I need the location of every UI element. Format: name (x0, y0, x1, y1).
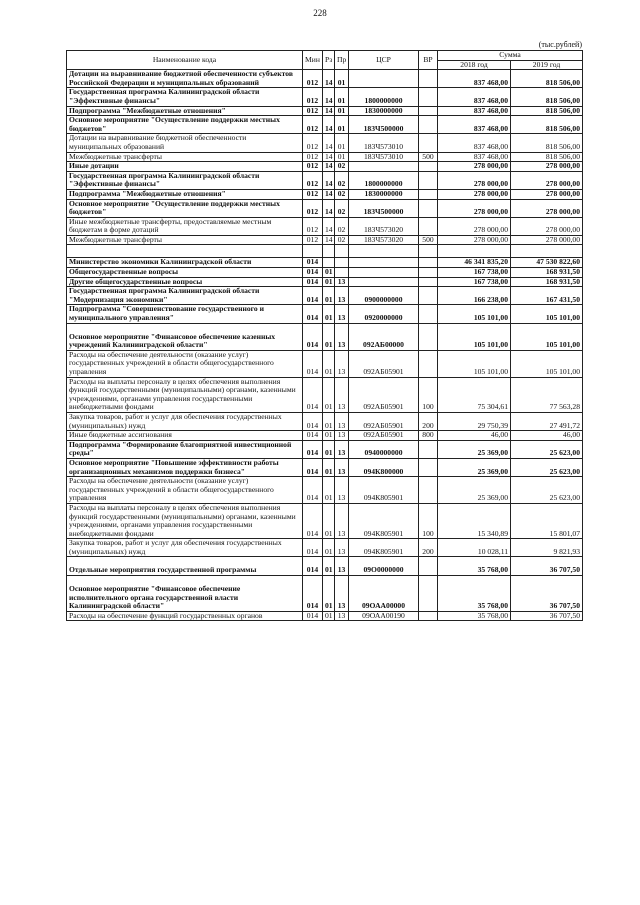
cell-pr: 13 (335, 611, 349, 621)
cell-csr (349, 70, 419, 88)
cell-pr: 13 (335, 576, 349, 612)
cell-name: Подпрограмма "Межбюджетные отношения" (67, 189, 303, 199)
cell-y2018: 278 000,00 (438, 162, 511, 172)
cell-y2018: 837 468,00 (438, 134, 511, 152)
cell-pr: 02 (335, 171, 349, 189)
cell-name: Государственная программа Калининградской области "Модернизация экономики" (67, 287, 303, 305)
cell-csr: 09О0000000 (349, 557, 419, 576)
cell-name: Основное мероприятие "Финансовое обеспечение исполнительного органа государственной власти Калининградской области" (67, 576, 303, 612)
budget-table (66, 50, 583, 621)
table-row (67, 539, 583, 557)
cell-vr (419, 277, 438, 287)
cell-pr: 02 (335, 217, 349, 235)
cell-pr: 13 (335, 323, 349, 350)
cell-name: Государственная программа Калининградской области "Эффективные финансы" (67, 88, 303, 106)
cell-vr (419, 245, 438, 258)
table-row (67, 576, 583, 612)
cell-min (303, 245, 323, 258)
cell-csr: 183Ч573010 (349, 134, 419, 152)
cell-min: 012 (303, 70, 323, 88)
table-row (67, 116, 583, 134)
cell-name: Расходы на выплаты персоналу в целях обеспечения выполнения функций государственными (муниципальными) органами, казенными учреждениями, органами управления государственными внебюджетными фондами (67, 377, 303, 412)
cell-name (67, 245, 303, 258)
cell-name: Другие общегосударственные вопросы (67, 277, 303, 287)
cell-csr (349, 258, 419, 268)
cell-csr: 1800000000 (349, 88, 419, 106)
cell-y2018: 105 101,00 (438, 350, 511, 377)
cell-pr: 01 (335, 88, 349, 106)
cell-min: 014 (303, 477, 323, 504)
cell-rz: 01 (323, 539, 335, 557)
cell-y2019: 36 707,50 (511, 557, 583, 576)
cell-pr: 01 (335, 134, 349, 152)
cell-y2018: 167 738,00 (438, 277, 511, 287)
table-row (67, 557, 583, 576)
table-row (67, 458, 583, 476)
table-row (67, 277, 583, 287)
cell-name: Подпрограмма "Межбюджетные отношения" (67, 106, 303, 116)
cell-pr: 02 (335, 162, 349, 172)
cell-min: 014 (303, 287, 323, 305)
cell-vr (419, 189, 438, 199)
cell-y2018: 46,00 (438, 431, 511, 441)
cell-rz: 01 (323, 377, 335, 412)
cell-y2018: 167 738,00 (438, 268, 511, 278)
cell-pr: 13 (335, 350, 349, 377)
table-row (67, 305, 583, 323)
cell-csr: 0900000000 (349, 287, 419, 305)
cell-y2018: 25 369,00 (438, 458, 511, 476)
cell-pr (335, 245, 349, 258)
cell-pr: 01 (335, 70, 349, 88)
cell-name: Министерство экономики Калининградской области (67, 258, 303, 268)
cell-y2019: 15 801,07 (511, 503, 583, 538)
cell-y2018: 278 000,00 (438, 199, 511, 217)
cell-name: Межбюджетные трансферты (67, 152, 303, 162)
cell-y2018: 837 468,00 (438, 106, 511, 116)
cell-rz: 01 (323, 350, 335, 377)
cell-min: 014 (303, 503, 323, 538)
cell-name: Общегосударственные вопросы (67, 268, 303, 278)
cell-vr (419, 88, 438, 106)
cell-vr (419, 287, 438, 305)
cell-csr: 183Ч500000 (349, 116, 419, 134)
table-row (67, 258, 583, 268)
cell-y2018: 10 028,11 (438, 539, 511, 557)
cell-vr (419, 477, 438, 504)
cell-y2019: 105 101,00 (511, 350, 583, 377)
cell-min: 014 (303, 458, 323, 476)
table-row (67, 199, 583, 217)
cell-y2019: 278 000,00 (511, 189, 583, 199)
cell-csr: 183Ч500000 (349, 199, 419, 217)
cell-pr: 13 (335, 539, 349, 557)
cell-name: Основное мероприятие "Финансовое обеспечение казенных учреждений Калининградской области" (67, 323, 303, 350)
cell-min: 014 (303, 412, 323, 430)
cell-y2018: 837 468,00 (438, 70, 511, 88)
cell-pr: 13 (335, 477, 349, 504)
cell-rz: 14 (323, 199, 335, 217)
table-row (67, 377, 583, 412)
cell-rz: 01 (323, 277, 335, 287)
cell-vr (419, 305, 438, 323)
table-row (67, 477, 583, 504)
cell-name: Расходы на обеспечение деятельности (оказание услуг) государственных учреждений в области общегосударственного управления (67, 350, 303, 377)
cell-csr (349, 277, 419, 287)
table-row (67, 106, 583, 116)
cell-min: 014 (303, 323, 323, 350)
cell-min: 014 (303, 557, 323, 576)
table-row (67, 350, 583, 377)
table-row (67, 412, 583, 430)
cell-y2019: 9 821,93 (511, 539, 583, 557)
cell-min: 014 (303, 305, 323, 323)
cell-pr: 13 (335, 458, 349, 476)
cell-min: 012 (303, 116, 323, 134)
header-csr: ЦСР (349, 51, 419, 70)
cell-name: Закупка товаров, работ и услуг для обеспечения государственных (муниципальных) нужд (67, 412, 303, 430)
cell-name: Закупка товаров, работ и услуг для обеспечения государственных (муниципальных) нужд (67, 539, 303, 557)
cell-csr (349, 245, 419, 258)
table-row (67, 431, 583, 441)
cell-rz: 01 (323, 305, 335, 323)
cell-csr (349, 162, 419, 172)
table-row (67, 287, 583, 305)
cell-pr: 02 (335, 235, 349, 245)
cell-pr (335, 268, 349, 278)
cell-rz: 01 (323, 503, 335, 538)
cell-rz: 14 (323, 162, 335, 172)
header-sum: Сумма (438, 51, 583, 61)
cell-csr: 183Ч573010 (349, 152, 419, 162)
header-name: Наименование кода (67, 51, 303, 70)
cell-y2019: 818 506,00 (511, 134, 583, 152)
header-2018: 2018 год (438, 60, 511, 70)
cell-name: Основное мероприятие "Осуществление поддержки местных бюджетов" (67, 199, 303, 217)
cell-min: 014 (303, 268, 323, 278)
cell-vr: 500 (419, 152, 438, 162)
cell-y2019: 25 623,00 (511, 440, 583, 458)
cell-pr: 13 (335, 412, 349, 430)
cell-rz: 14 (323, 189, 335, 199)
cell-vr: 100 (419, 503, 438, 538)
cell-rz: 01 (323, 440, 335, 458)
header-rz: Рз (323, 51, 335, 70)
cell-y2018: 25 369,00 (438, 477, 511, 504)
cell-rz: 14 (323, 106, 335, 116)
cell-rz: 14 (323, 217, 335, 235)
cell-vr (419, 162, 438, 172)
cell-vr (419, 323, 438, 350)
cell-min: 012 (303, 189, 323, 199)
cell-y2019: 818 506,00 (511, 88, 583, 106)
cell-csr: 1830000000 (349, 189, 419, 199)
cell-y2019: 36 707,50 (511, 576, 583, 612)
cell-pr: 01 (335, 116, 349, 134)
cell-min: 014 (303, 377, 323, 412)
cell-y2018: 35 768,00 (438, 576, 511, 612)
cell-rz: 14 (323, 171, 335, 189)
cell-vr (419, 199, 438, 217)
cell-pr: 01 (335, 106, 349, 116)
cell-y2018: 46 341 835,20 (438, 258, 511, 268)
cell-vr (419, 557, 438, 576)
table-row (67, 323, 583, 350)
page-number: 228 (313, 8, 327, 18)
cell-min: 014 (303, 539, 323, 557)
cell-csr: 094К805901 (349, 477, 419, 504)
table-row (67, 440, 583, 458)
cell-csr: 092АБ05901 (349, 377, 419, 412)
table-body (67, 70, 583, 621)
cell-vr (419, 350, 438, 377)
cell-y2019: 25 623,00 (511, 458, 583, 476)
cell-name: Дотации на выравнивание бюджетной обеспеченности муниципальных образований (67, 134, 303, 152)
table-row (67, 503, 583, 538)
cell-rz: 14 (323, 116, 335, 134)
cell-vr (419, 171, 438, 189)
cell-y2019: 818 506,00 (511, 70, 583, 88)
cell-min: 014 (303, 431, 323, 441)
cell-csr: 1800000000 (349, 171, 419, 189)
cell-y2019: 168 931,50 (511, 277, 583, 287)
cell-y2018: 166 238,00 (438, 287, 511, 305)
cell-y2019: 818 506,00 (511, 116, 583, 134)
cell-rz: 01 (323, 557, 335, 576)
cell-rz: 14 (323, 152, 335, 162)
cell-pr: 13 (335, 440, 349, 458)
cell-name: Дотации на выравнивание бюджетной обеспеченности субъектов Российской Федерации и муниципальных образований (67, 70, 303, 88)
cell-pr (335, 258, 349, 268)
cell-rz: 01 (323, 268, 335, 278)
cell-y2019: 168 931,50 (511, 268, 583, 278)
table-row (67, 152, 583, 162)
cell-vr: 800 (419, 431, 438, 441)
cell-vr: 200 (419, 539, 438, 557)
cell-name: Межбюджетные трансферты (67, 235, 303, 245)
header-2019: 2019 год (511, 60, 583, 70)
cell-csr: 094К800000 (349, 458, 419, 476)
cell-csr: 0920000000 (349, 305, 419, 323)
units-label: (тыс.рублей) (538, 40, 582, 49)
cell-y2018: 837 468,00 (438, 116, 511, 134)
cell-rz: 01 (323, 477, 335, 504)
cell-name: Расходы на обеспечение функций государственных органов (67, 611, 303, 621)
cell-min: 012 (303, 171, 323, 189)
table-row (67, 268, 583, 278)
cell-csr: 183Ч573020 (349, 217, 419, 235)
cell-vr: 500 (419, 235, 438, 245)
cell-name: Подпрограмма "Формирование благоприятной инвестиционной среды" (67, 440, 303, 458)
cell-y2019: 278 000,00 (511, 217, 583, 235)
cell-name: Иные бюджетные ассигнования (67, 431, 303, 441)
cell-csr (349, 268, 419, 278)
cell-min: 012 (303, 88, 323, 106)
table-row (67, 611, 583, 621)
cell-name: Иные межбюджетные трансферты, предоставляемые местным бюджетам в форме дотаций (67, 217, 303, 235)
cell-rz (323, 258, 335, 268)
cell-y2019: 278 000,00 (511, 162, 583, 172)
cell-rz: 01 (323, 576, 335, 612)
cell-vr (419, 611, 438, 621)
cell-y2018: 837 468,00 (438, 152, 511, 162)
cell-vr (419, 70, 438, 88)
cell-csr: 092АБ05901 (349, 412, 419, 430)
cell-vr (419, 106, 438, 116)
cell-min: 014 (303, 350, 323, 377)
cell-y2019: 278 000,00 (511, 171, 583, 189)
cell-y2018: 105 101,00 (438, 305, 511, 323)
table-row (67, 88, 583, 106)
cell-y2018: 278 000,00 (438, 189, 511, 199)
cell-vr (419, 458, 438, 476)
cell-csr: 094К805901 (349, 503, 419, 538)
cell-pr: 02 (335, 199, 349, 217)
cell-y2019: 46,00 (511, 431, 583, 441)
cell-rz: 14 (323, 235, 335, 245)
cell-y2019: 105 101,00 (511, 305, 583, 323)
cell-y2018: 837 468,00 (438, 88, 511, 106)
cell-y2018: 278 000,00 (438, 235, 511, 245)
cell-min: 012 (303, 217, 323, 235)
header-pr: Пр (335, 51, 349, 70)
cell-csr: 0940000000 (349, 440, 419, 458)
cell-vr (419, 258, 438, 268)
cell-pr: 13 (335, 377, 349, 412)
cell-y2018: 29 750,39 (438, 412, 511, 430)
cell-min: 014 (303, 576, 323, 612)
cell-rz: 14 (323, 134, 335, 152)
cell-csr: 09ОАА00000 (349, 576, 419, 612)
table-row (67, 189, 583, 199)
cell-name: Основное мероприятие "Повышение эффективности работы организационных механизмов поддержки бизнеса" (67, 458, 303, 476)
cell-y2018: 15 340,89 (438, 503, 511, 538)
cell-csr: 1830000000 (349, 106, 419, 116)
cell-name: Иные дотации (67, 162, 303, 172)
cell-min: 014 (303, 258, 323, 268)
cell-rz: 01 (323, 412, 335, 430)
cell-vr: 100 (419, 377, 438, 412)
cell-y2019: 278 000,00 (511, 199, 583, 217)
cell-y2018: 25 369,00 (438, 440, 511, 458)
cell-min: 014 (303, 277, 323, 287)
cell-min: 014 (303, 440, 323, 458)
cell-min: 012 (303, 106, 323, 116)
cell-pr: 01 (335, 152, 349, 162)
table-row (67, 245, 583, 258)
cell-vr (419, 217, 438, 235)
cell-csr: 092АБ00000 (349, 323, 419, 350)
cell-csr: 092АБ05901 (349, 431, 419, 441)
cell-pr: 13 (335, 277, 349, 287)
cell-min: 014 (303, 611, 323, 621)
cell-name: Основное мероприятие "Осуществление поддержки местных бюджетов" (67, 116, 303, 134)
cell-y2019: 27 491,72 (511, 412, 583, 430)
table-row (67, 217, 583, 235)
cell-min: 012 (303, 134, 323, 152)
table-row (67, 134, 583, 152)
cell-y2019 (511, 245, 583, 258)
cell-y2019: 818 506,00 (511, 152, 583, 162)
cell-vr (419, 440, 438, 458)
cell-rz: 01 (323, 431, 335, 441)
cell-csr: 09ОАА00190 (349, 611, 419, 621)
cell-pr: 13 (335, 305, 349, 323)
cell-y2019: 278 000,00 (511, 235, 583, 245)
cell-csr: 092АБ05901 (349, 350, 419, 377)
table-header (67, 51, 583, 70)
cell-y2019: 105 101,00 (511, 323, 583, 350)
cell-y2019: 36 707,50 (511, 611, 583, 621)
cell-y2019: 47 530 822,60 (511, 258, 583, 268)
cell-min: 012 (303, 235, 323, 245)
cell-pr: 13 (335, 503, 349, 538)
cell-vr (419, 576, 438, 612)
cell-y2018: 75 304,61 (438, 377, 511, 412)
cell-min: 012 (303, 162, 323, 172)
table-row (67, 70, 583, 88)
header-vr: ВР (419, 51, 438, 70)
cell-rz: 01 (323, 611, 335, 621)
cell-y2018: 278 000,00 (438, 217, 511, 235)
cell-pr: 13 (335, 557, 349, 576)
table-row (67, 162, 583, 172)
cell-y2018: 35 768,00 (438, 611, 511, 621)
cell-name: Подпрограмма "Совершенствование государственного и муниципального управления" (67, 305, 303, 323)
cell-rz: 01 (323, 458, 335, 476)
cell-rz (323, 245, 335, 258)
cell-rz: 14 (323, 88, 335, 106)
cell-rz: 01 (323, 323, 335, 350)
cell-y2018: 105 101,00 (438, 323, 511, 350)
cell-y2019: 77 563,28 (511, 377, 583, 412)
cell-name: Расходы на обеспечение деятельности (оказание услуг) государственных учреждений в области общегосударственного управления (67, 477, 303, 504)
cell-vr (419, 268, 438, 278)
cell-y2019: 167 431,50 (511, 287, 583, 305)
cell-pr: 13 (335, 431, 349, 441)
cell-min: 012 (303, 152, 323, 162)
cell-vr (419, 134, 438, 152)
table-row (67, 235, 583, 245)
cell-vr (419, 116, 438, 134)
cell-rz: 14 (323, 70, 335, 88)
cell-min: 012 (303, 199, 323, 217)
header-min: Мин (303, 51, 323, 70)
cell-pr: 13 (335, 287, 349, 305)
cell-y2019: 818 506,00 (511, 106, 583, 116)
cell-rz: 01 (323, 287, 335, 305)
cell-name: Расходы на выплаты персоналу в целях обеспечения выполнения функций государственными (муниципальными) органами, казенными учреждениями, органами управления государственными внебюджетными фондами (67, 503, 303, 538)
table-row (67, 171, 583, 189)
cell-csr: 094К805901 (349, 539, 419, 557)
cell-csr: 183Ч573020 (349, 235, 419, 245)
cell-name: Государственная программа Калининградской области "Эффективные финансы" (67, 171, 303, 189)
cell-y2018: 35 768,00 (438, 557, 511, 576)
cell-y2018: 278 000,00 (438, 171, 511, 189)
cell-vr: 200 (419, 412, 438, 430)
cell-y2018 (438, 245, 511, 258)
cell-name: Отдельные мероприятия государственной программы (67, 557, 303, 576)
cell-pr: 02 (335, 189, 349, 199)
cell-y2019: 25 623,00 (511, 477, 583, 504)
